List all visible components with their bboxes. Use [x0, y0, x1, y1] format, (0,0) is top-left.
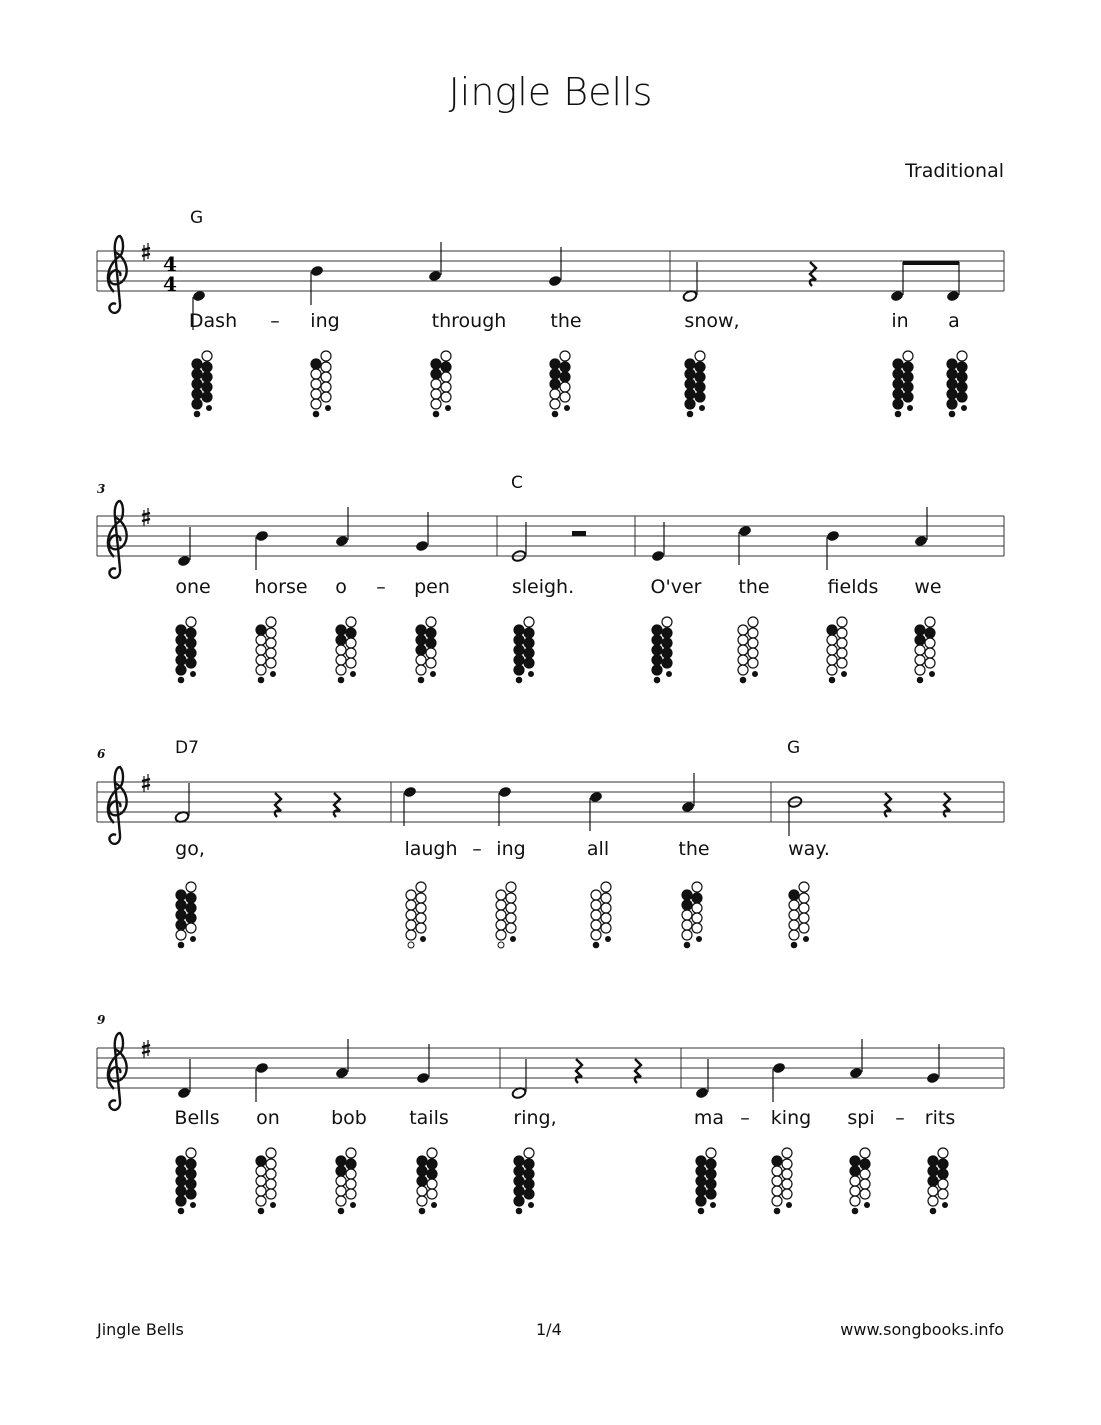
- measure-number: 6: [97, 747, 106, 761]
- fingering-chart: [311, 351, 331, 417]
- lyric-syllable: snow,: [684, 310, 740, 332]
- fingering-chart: [893, 351, 913, 417]
- fingering-chart: [550, 351, 570, 417]
- lyric-hyphen: –: [270, 310, 280, 332]
- lyric-syllable: we: [914, 576, 942, 598]
- lyric-syllable: in: [891, 310, 909, 332]
- measure-number: 3: [97, 482, 106, 496]
- staff-system-4: [97, 1033, 1004, 1110]
- chord-symbol: C: [511, 473, 523, 493]
- fingering-chart: [431, 351, 451, 417]
- fingering-chart: [496, 882, 516, 948]
- lyric-syllable: laugh: [404, 838, 458, 860]
- fingering-chart: [336, 1148, 356, 1214]
- fingering-chart: [915, 617, 935, 683]
- fingering-chart: [514, 617, 534, 683]
- fingering-chart: [256, 617, 276, 683]
- footer-website: www.songbooks.info: [840, 1320, 1004, 1339]
- fingering-chart: [591, 882, 611, 948]
- chord-symbol: G: [190, 208, 204, 228]
- lyric-syllable: horse: [254, 576, 308, 598]
- lyric-syllable: king: [770, 1107, 812, 1129]
- lyric-syllable: ring,: [513, 1107, 557, 1129]
- chord-symbol: G: [787, 738, 801, 758]
- lyric-syllable: ing: [310, 310, 340, 332]
- fingering-chart: [176, 882, 196, 948]
- fingering-chart: [336, 617, 356, 683]
- fingering-chart: [850, 1148, 870, 1214]
- fingering-chart: [256, 1148, 276, 1214]
- chord-symbol: D7: [175, 738, 199, 758]
- staff-system-1: [97, 236, 1004, 330]
- fingering-chart: [416, 617, 436, 683]
- lyric-syllable: ma: [693, 1107, 725, 1129]
- fingering-chart: [682, 882, 702, 948]
- lyric-syllable: one: [175, 576, 211, 598]
- lyric-syllable: a: [948, 310, 960, 332]
- lyric-hyphen: –: [376, 576, 386, 598]
- lyric-syllable: ing: [496, 838, 526, 860]
- lyric-syllable: on: [256, 1107, 280, 1129]
- composer: Traditional: [905, 160, 1004, 182]
- measure-number: 9: [97, 1013, 106, 1027]
- lyric-syllable: rits: [924, 1107, 956, 1129]
- staff-system-3: [97, 767, 1004, 844]
- fingering-chart: [176, 1148, 196, 1214]
- lyric-syllable: O'ver: [650, 576, 702, 598]
- lyric-syllable: way.: [788, 838, 830, 860]
- fingering-chart: [417, 1148, 437, 1214]
- lyric-syllable: the: [550, 310, 582, 332]
- fingering-chart: [406, 882, 426, 948]
- fingering-chart: [947, 351, 967, 417]
- fingering-chart: [827, 617, 847, 683]
- lyric-hyphen: –: [472, 838, 482, 860]
- lyric-syllable: fields: [827, 576, 879, 598]
- lyric-syllable: tails: [409, 1107, 449, 1129]
- lyric-syllable: spi: [847, 1107, 875, 1129]
- lyric-hyphen: –: [740, 1107, 750, 1129]
- song-title: Jingle Bells: [448, 70, 653, 114]
- fingering-chart: [652, 617, 672, 683]
- staff-system-2: [97, 501, 1004, 578]
- lyric-syllable: the: [738, 576, 770, 598]
- fingering-chart: [772, 1148, 792, 1214]
- fingering-chart: [738, 617, 758, 683]
- fingering-chart: [685, 351, 705, 417]
- lyric-syllable: go,: [175, 838, 205, 860]
- lyric-syllable: all: [586, 838, 610, 860]
- fingering-chart: [789, 882, 809, 948]
- lyric-syllable: pen: [414, 576, 450, 598]
- fingering-chart: [514, 1148, 534, 1214]
- fingering-chart: [696, 1148, 716, 1214]
- fingering-chart: [192, 351, 212, 417]
- lyric-syllable: through: [431, 310, 507, 332]
- lyric-syllable: Dash: [188, 310, 238, 332]
- lyric-syllable: the: [678, 838, 710, 860]
- fingering-chart: [928, 1148, 948, 1214]
- lyric-syllable: Bells: [174, 1107, 220, 1129]
- lyric-syllable: sleigh.: [511, 576, 575, 598]
- lyric-syllable: bob: [331, 1107, 367, 1129]
- fingering-chart: [176, 617, 196, 683]
- time-sig-bottom: 4: [163, 272, 177, 296]
- time-sig-top: 4: [163, 252, 177, 276]
- lyric-hyphen: –: [895, 1107, 905, 1129]
- footer-title: Jingle Bells: [97, 1320, 184, 1339]
- lyric-syllable: o: [335, 576, 347, 598]
- page-number: 1/4: [536, 1320, 562, 1339]
